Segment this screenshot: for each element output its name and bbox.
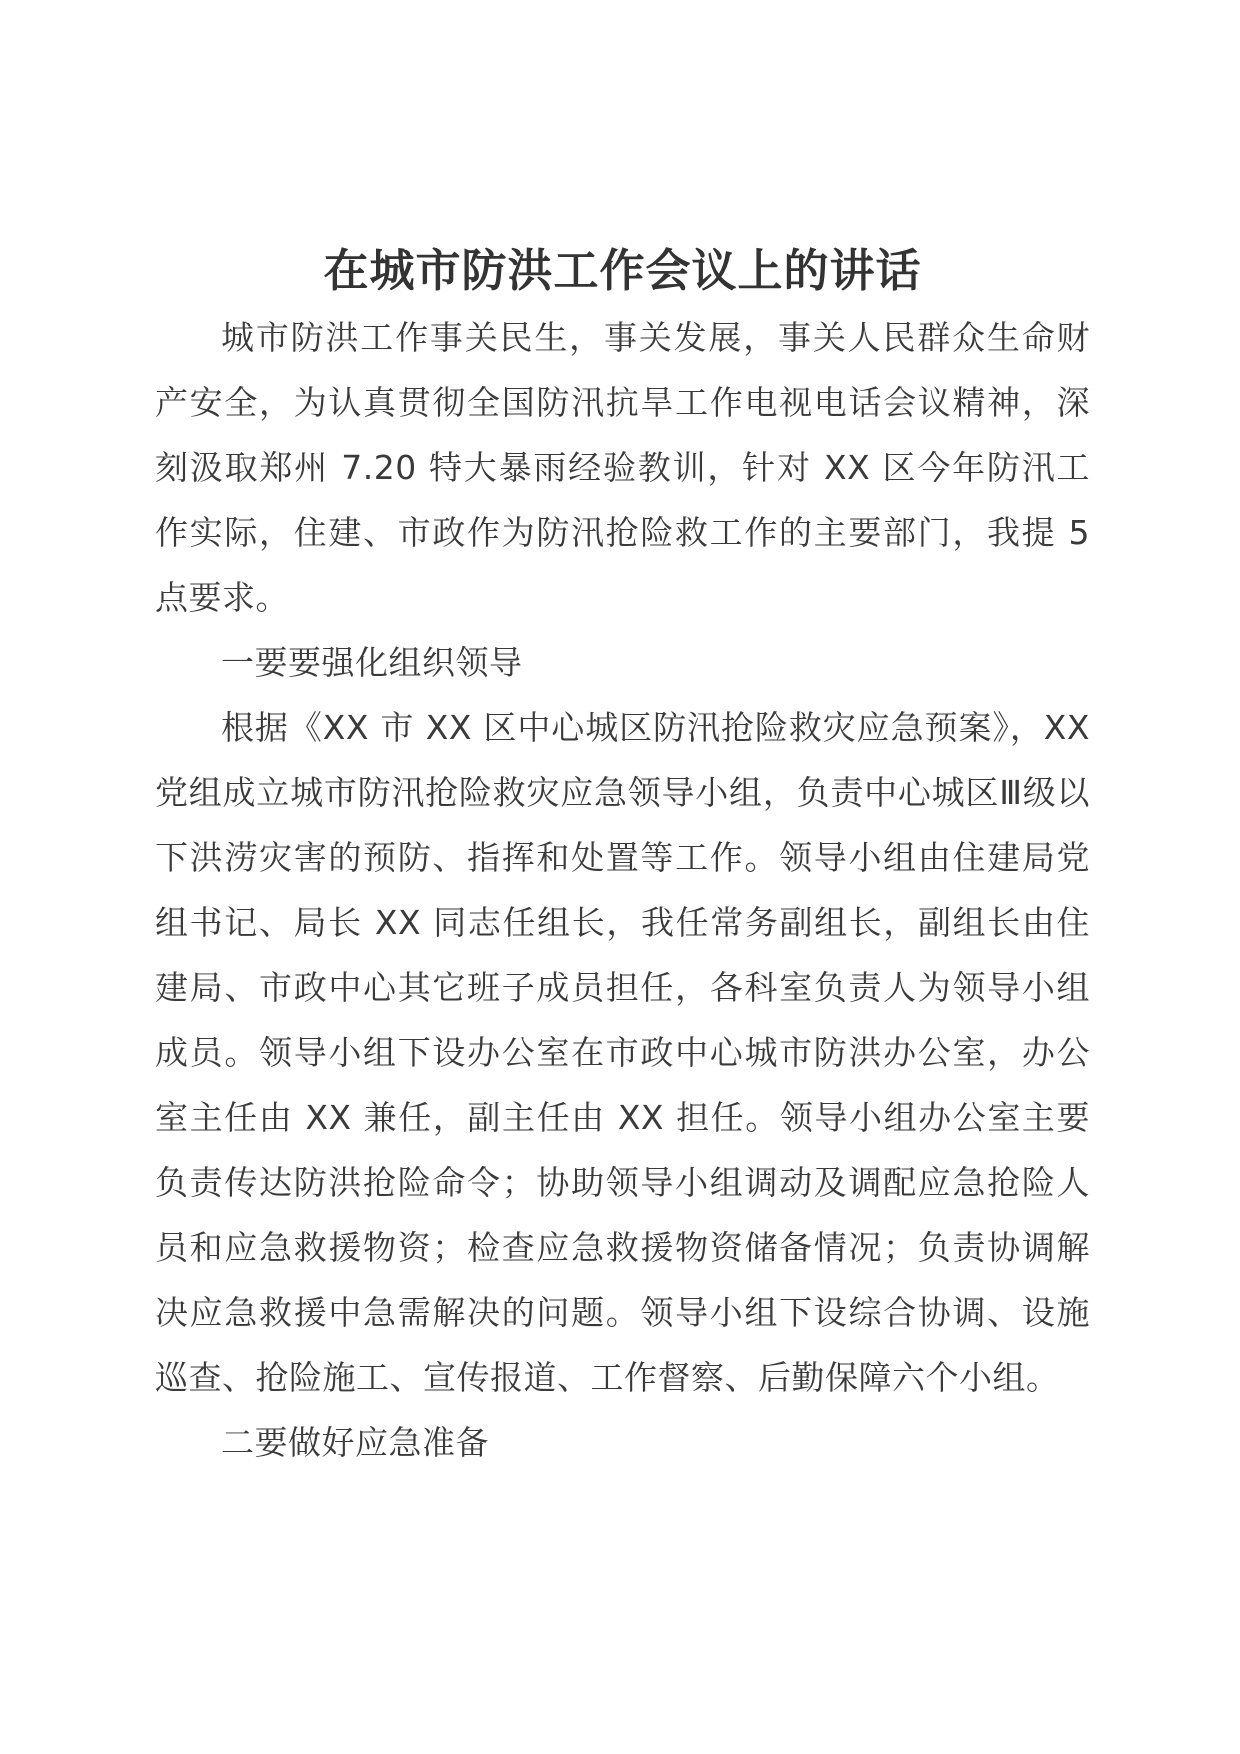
- document-body: [155, 240, 1090, 1475]
- section-heading-2: 二要做好应急准备: [221, 1423, 489, 1462]
- paragraph-intro: 城市防洪工作事关民生，事关发展，事关人民群众生命财产安全，为认真贯彻全国防汛抗旱工作电视电话会议精神，深刻汲取郑州 7.20 特大暴雨经验教训，针对 XX 区今年防汛工作实际，住建、市政作为防汛抢险救工作的主要部门，我提 5 点要求。: [155, 318, 1090, 617]
- section-heading-1: 一要要强化组织领导: [221, 643, 523, 682]
- paragraph-section-1: 根据《XX 市 XX 区中心城区防汛抢险救灾应急预案》，XX 党组成立城市防汛抢险救灾应急领导小组，负责中心城区Ⅲ级以下洪涝灾害的预防、指挥和处置等工作。领导小组由住建局党组书记、局长 XX 同志任组长，我任常务副组长，副组长由住建局、市政中心其它班子成员担任，各科室负责人为领导小组成员。领导小组下设办公室在市政中心城市防洪办公室，办公室主任由 XX 兼任，副主任由 XX 担任。领导小组办公室主要负责传达防洪抢险命令；协助领导小组调动及调配应急抢险人员和应急救援物资；检查应急救援物资储备情况；负责协调解决应急救援中急需解决的问题。领导小组下设综合协调、设施巡查、抢险施工、宣传报道、工作督察、后勤保障六个小组。: [155, 708, 1090, 1397]
- document-title: 在城市防洪工作会议上的讲话: [323, 244, 922, 297]
